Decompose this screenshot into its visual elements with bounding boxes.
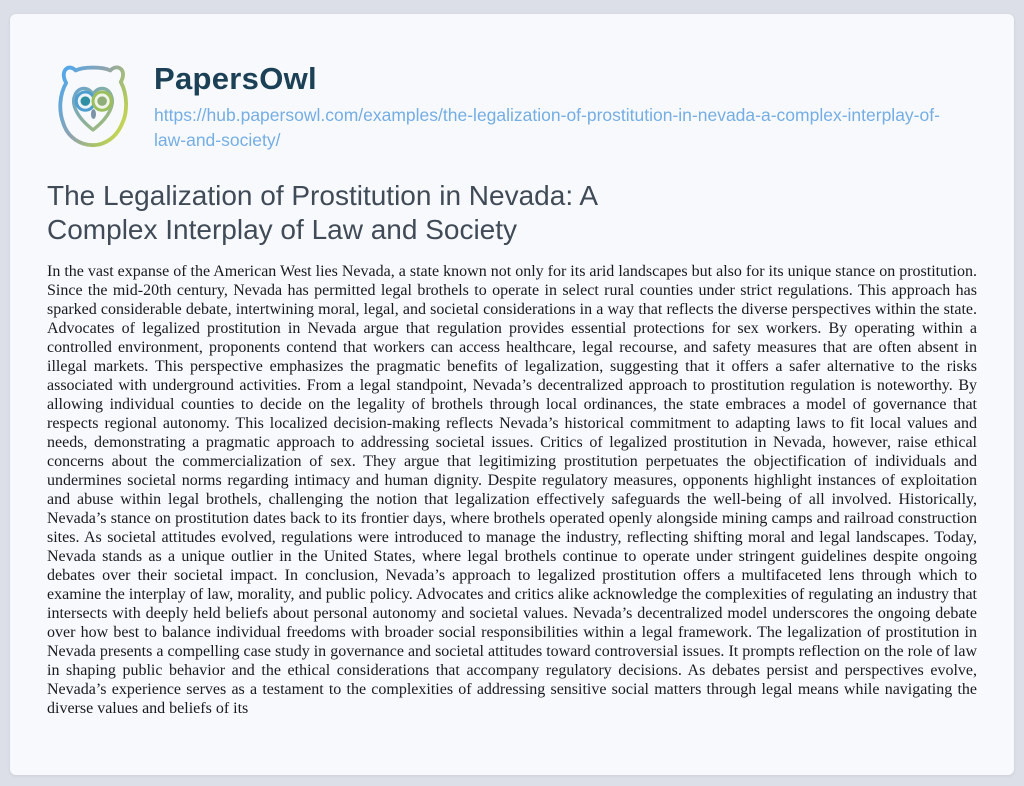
document-card xyxy=(10,14,1014,775)
document-header xyxy=(47,58,1014,152)
page-title: The Legalization of Prostitution in Nevada: A Complex Interplay of Law and Society xyxy=(47,180,597,245)
document-url-link[interactable]: https://hub.papersowl.com/examples/the-legalization-of-prostitution-in-nevada-a-complex-interplay-of-law-and-society/ xyxy=(154,105,940,150)
brand-block xyxy=(154,58,954,152)
papersowl-owl-logo-icon xyxy=(47,58,139,150)
brand-name: PapersOwl xyxy=(154,61,317,96)
essay-body-text: In the vast expanse of the American West lies Nevada, a state known not only for its arid landscapes but also for its unique stance on prostitution. Since the mid-20th century, Nevada has permitted legal brothels to operate in select rural counties under strict regulations. This approach has sparked considerable debate, intertwining moral, legal, and societal considerations in a way that reflects the diverse perspectives within the state. Advocates of legalized prostitution in Nevada argue that regulation provides essential protections for sex workers. By operating within a controlled environment, proponents contend that workers can access healthcare, legal recourse, and safety measures that are often absent in illegal markets. This perspective emphasizes the pragmatic benefits of legalization, suggesting that it offers a safer alternative to the risks associated with underground activities. From a legal standpoint, Nevada’s decentralized approach to prostitution regulation is noteworthy. By allowing individual counties to decide on the legality of brothels through local ordinances, the state embraces a model of governance that respects regional autonomy. This localized decision-making reflects Nevada’s historical commitment to adapting laws to fit local values and needs, demonstrating a pragmatic approach to addressing societal issues. Critics of legalized prostitution in Nevada, however, raise ethical concerns about the commercialization of sex. They argue that legitimizing prostitution perpetuates the objectification of individuals and undermines societal norms regarding intimacy and human dignity. Despite regulatory measures, opponents highlight instances of exploitation and abuse within legal brothels, challenging the notion that legalization effectively safeguards the well-being of all involved. Historically, Nevada’s stance on prostitution dates back to its frontier days, where brothels operated openly alongside mining camps and railroad construction sites. As societal attitudes evolved, regulations were introduced to manage the industry, reflecting shifting moral and legal landscapes. Today, Nevada stands as a unique outlier in the United States, where legal brothels continue to operate under stringent guidelines despite ongoing debates over their societal impact. In conclusion, Nevada’s approach to legalized prostitution offers a multifaceted lens through which to examine the interplay of law, morality, and public policy. Advocates and critics alike acknowledge the complexities of regulating an industry that intersects with deeply held beliefs about personal autonomy and societal values. Nevada’s decentralized model underscores the ongoing debate over how best to balance individual freedoms with broader social responsibilities within a legal framework. The legalization of prostitution in Nevada presents a compelling case study in governance and societal attitudes toward controversial issues. It prompts reflection on the role of law in shaping public behavior and the ethical considerations that accompany regulatory decisions. As debates persist and perspectives evolve, Nevada’s experience serves as a testament to the complexities of addressing sensitive social matters through legal means while navigating the diverse values and beliefs of its xyxy=(47,263,977,717)
